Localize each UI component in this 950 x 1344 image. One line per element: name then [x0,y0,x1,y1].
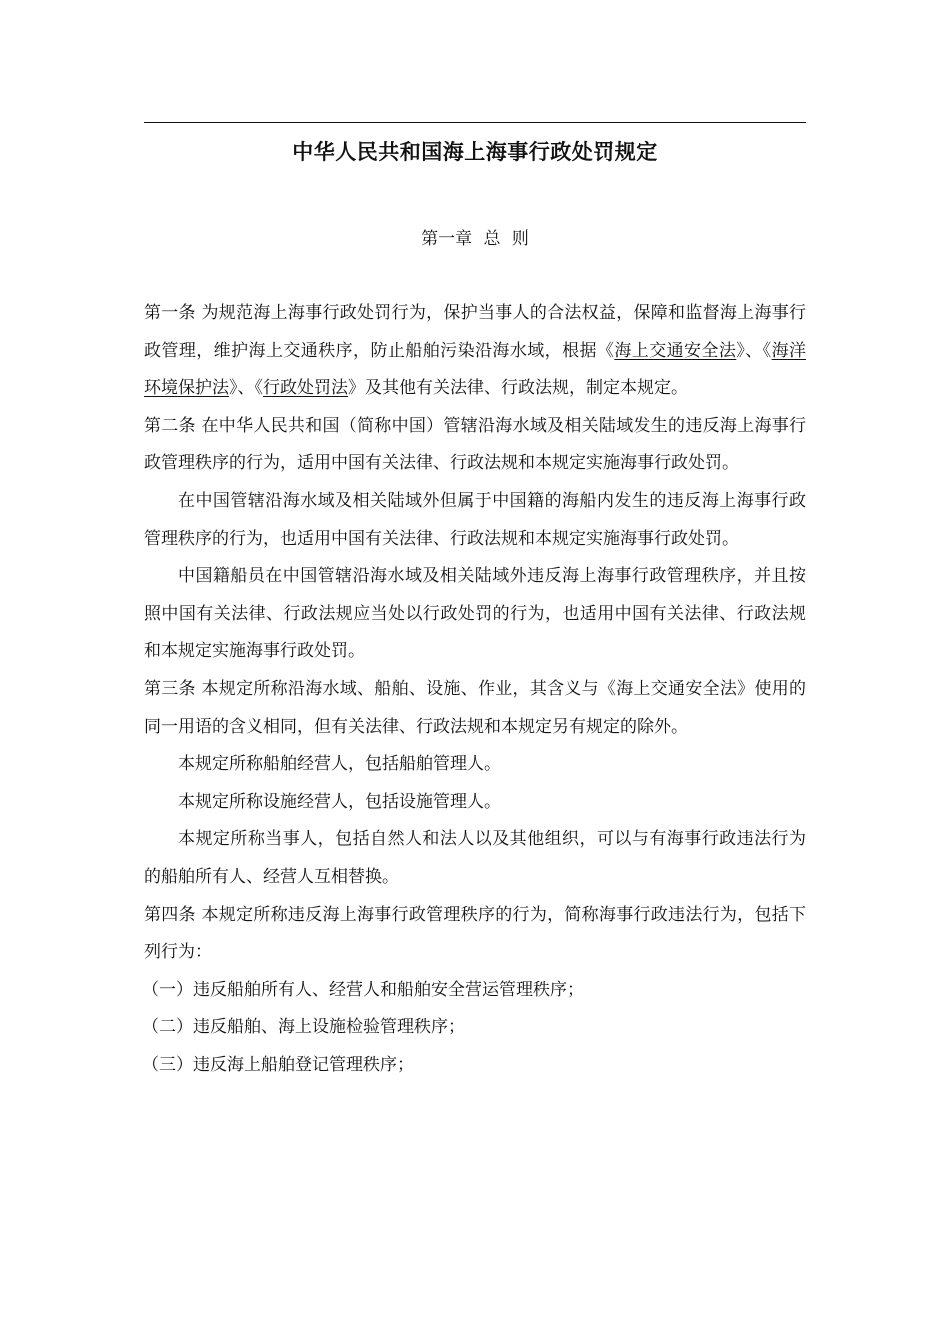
article-1-tail: 》及其他有关法律、行政法规，制定本规定。 [348,378,688,399]
chapter-heading: 第一章 总 则 [421,229,529,249]
article-1 [144,295,806,408]
article-2-paragraph: 中国籍船员在中国管辖沿海水域及相关陆域外违反海上海事行政管理秩序，并且按照中国有关法律、行政法规应当处以行政处罚的行为，也适用中国有关法律、行政法规和本规定实施海事行政处罚。 [144,566,806,662]
article-2-paragraph: 在中国管辖沿海水域及相关陆域外但属于中国籍的海船内发生的违反海上海事行政管理秩序的行为，也适用中国有关法律、行政法规和本规定实施海事行政处罚。 [144,490,806,549]
article-2: 第二条 在中华人民共和国（简称中国）管辖沿海水域及相关陆域发生的违反海上海事行政管理秩序的行为，适用中国有关法律、行政法规和本规定实施海事行政处罚。 [144,415,806,474]
document-body [144,295,806,1084]
law-link-marine-environment-protection[interactable]: 海洋环境保护法 [144,340,807,399]
article-1-separator: 》、《 [736,340,772,361]
article-3-paragraph: 本规定所称船舶经营人，包括船舶管理人。 [178,754,501,775]
law-link-maritime-traffic-safety[interactable]: 海上交通安全法 [614,340,737,361]
article-3-paragraph: 本规定所称当事人，包括自然人和法人以及其他组织，可以与有海事行政违法行为的船舶所有人、经营人互相替换。 [144,829,806,887]
law-link-administrative-penalty[interactable]: 行政处罚法 [263,378,348,399]
document-title: 中华人民共和国海上海事行政处罚规定 [292,139,658,164]
list-item: （二）违反船舶、海上设施检验管理秩序； [142,1017,465,1038]
article-3: 第三条 本规定所称沿海水域、船舶、设施、作业，其含义与《海上交通安全法》使用的同一用语的含义相同，但有关法律、行政法规和本规定另有规定的除外。 [144,678,806,737]
article-4: 第四条 本规定所称违反海上海事行政管理秩序的行为，简称海事行政违法行为，包括下列行为： [144,904,806,963]
header-rule [144,122,806,123]
article-1-separator: 》、《 [229,378,263,399]
list-item: （三）违反海上船舶登记管理秩序； [142,1054,414,1075]
list-item: （一）违反船舶所有人、经营人和船舶安全营运管理秩序； [142,979,584,1000]
article-1-lead: 第一条 为规范海上海事行政处罚行为，保护当事人的合法权益，保障和监督海上海事行政管理，维护海上交通秩序，防止船舶污染沿海水域，根据《 [144,303,806,361]
article-3-paragraph: 本规定所称设施经营人，包括设施管理人。 [178,791,501,812]
